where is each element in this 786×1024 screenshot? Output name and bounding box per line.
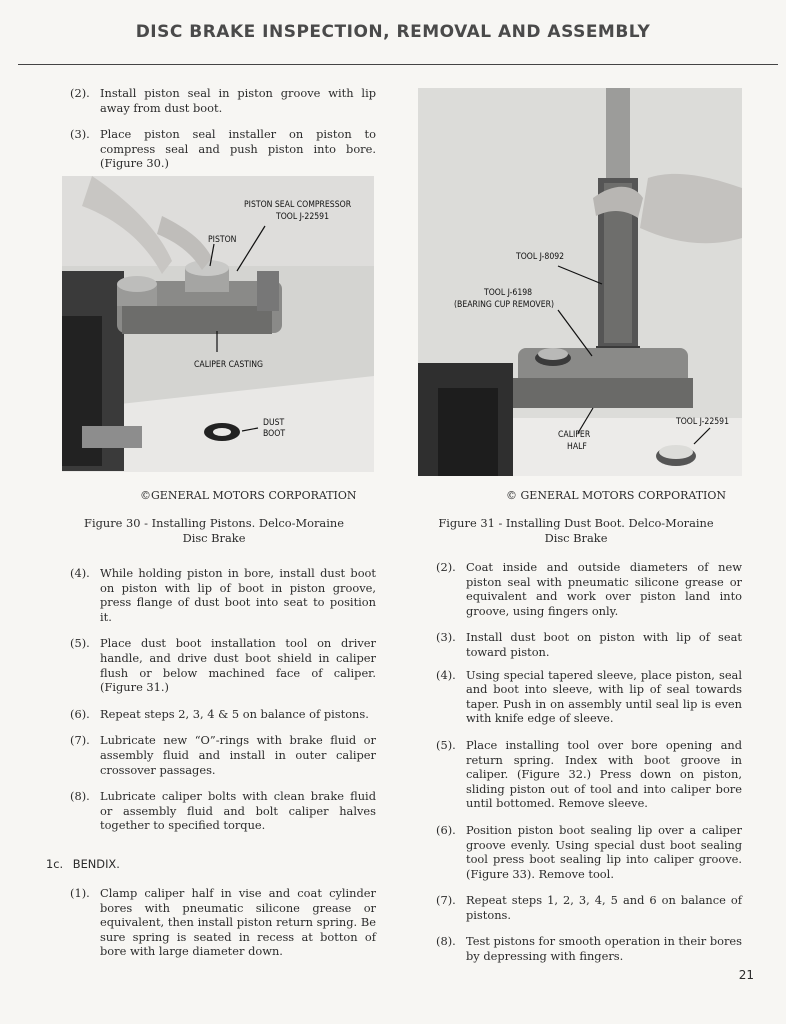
label-compressor-tool: TOOL J-22591 — [276, 212, 330, 222]
step-item — [70, 789, 376, 833]
step-number: (4). — [436, 667, 456, 682]
step-text: While holding piston in bore, install dust boot on piston with lip of boot in piston groove, press flange of dust boot into seat to position it. — [100, 566, 376, 624]
step-text: Clamp caliper half in vise and coat cylinder bores with pneumatic silicone grease or equivalent, then install piston return spring. Be sure spring is seated in recess at botton of bore with large diameter down. — [100, 886, 376, 959]
label-piston: PISTON — [208, 235, 237, 245]
label-half: HALF — [567, 442, 587, 452]
step-text: Test pistons for smooth operation in their bores by depressing with fingers. — [466, 934, 742, 964]
step-item — [436, 934, 742, 963]
step-number: (3). — [436, 630, 456, 645]
step-text: Place dust boot installation tool on driver handle, and drive dust boot shield in caliper flush or below machined face of caliper. (Figure 31.) — [100, 636, 376, 695]
figure-30-caption — [52, 516, 376, 545]
step-item — [436, 630, 742, 659]
page-number: 21 — [738, 968, 754, 982]
step-number: (3). — [70, 127, 90, 142]
figure-31-caption — [414, 516, 738, 545]
step-number: (4). — [70, 566, 90, 580]
figure-31-credit: © GENERAL MOTORS CORPORATION — [506, 489, 727, 502]
step-number: (1). — [70, 886, 90, 900]
step-item — [436, 668, 742, 726]
step-number: (8). — [70, 789, 90, 804]
step-text: Coat inside and outside diameters of new piston seal with pneumatic silicone grease or equivalent and work over piston land into groove, using fingers only. — [466, 560, 742, 618]
label-seal-compressor: PISTON SEAL COMPRESSOR — [244, 200, 352, 210]
step-text: Lubricate new “O”-rings with brake fluid or assembly fluid and install in outer caliper crossover passages. — [100, 733, 376, 777]
step-text: Lubricate caliper bolts with clean brake fluid or assembly fluid and bolt caliper halves together to specified torque. — [100, 789, 376, 833]
left-top-steps — [70, 86, 376, 171]
label-tool-6198: TOOL J-6198 — [484, 288, 533, 298]
bendix-steps — [70, 886, 376, 959]
label-boot: BOOT — [263, 429, 286, 439]
step-text: Using special tapered sleeve, place piston, seal and boot into sleeve, with lip of seal towards taper. Push in on assembly until seal lip is even with knife edge of sleeve. — [466, 667, 742, 726]
step-number: (6). — [436, 822, 456, 837]
label-tool-8092: TOOL J-8092 — [516, 252, 565, 262]
step-text: Install piston seal in piston groove with lip away from dust boot. — [100, 86, 376, 115]
section-heading — [46, 857, 120, 871]
step-number: (8). — [436, 934, 456, 949]
label-tool-22591: TOOL J-22591 — [676, 417, 730, 427]
label-dust: DUST — [263, 418, 285, 428]
step-text: Repeat steps 1, 2, 3, 4, 5 and 6 on balance of pistons. — [466, 893, 742, 922]
figure-30-credit: ©GENERAL MOTORS CORPORATION — [140, 489, 357, 502]
header-divider — [18, 64, 778, 65]
step-item — [70, 86, 376, 115]
step-item — [70, 566, 376, 624]
step-item — [70, 707, 376, 722]
step-text: Place piston seal installer on piston to compress seal and push piston into bore. (Figure 30.) — [100, 127, 376, 171]
step-item — [70, 886, 376, 959]
step-item — [70, 733, 376, 777]
label-caliper-casting: CALIPER CASTING — [194, 360, 264, 370]
step-text: Repeat steps 2, 3, 4 & 5 on balance of pistons. — [100, 706, 369, 721]
section-title: BENDIX. — [72, 857, 120, 871]
label-caliper: CALIPER — [558, 430, 591, 440]
figure-30-photo — [62, 176, 374, 472]
step-item — [436, 893, 742, 922]
step-number: (2). — [436, 560, 456, 574]
step-text: Position piston boot sealing lip over a caliper groove evenly. Using special dust boot sealing tool press boot sealing lip into caliper groove. (Figure 33). Remove tool. — [466, 822, 742, 881]
section-number: 1c. — [46, 857, 64, 871]
step-number: (7). — [436, 893, 456, 908]
figure-31-photo — [418, 88, 742, 476]
step-number: (2). — [70, 86, 90, 100]
caption-line: Disc Brake — [544, 530, 608, 545]
step-item — [436, 823, 742, 881]
step-item — [436, 738, 742, 811]
right-steps — [436, 560, 742, 964]
step-number: (5). — [70, 636, 90, 651]
caption-line: Figure 31 - Installing Dust Boot. Delco-Moraine — [438, 516, 714, 530]
label-bearing-cup-remover: (BEARING CUP REMOVER) — [454, 300, 554, 310]
caption-line: Figure 30 - Installing Pistons. Delco-Moraine — [84, 516, 344, 530]
step-item — [436, 560, 742, 618]
left-bottom-steps — [70, 566, 376, 833]
step-number: (6). — [70, 706, 90, 721]
step-number: (5). — [436, 737, 456, 752]
step-text: Install dust boot on piston with lip of seat toward piston. — [466, 630, 742, 659]
step-item — [70, 127, 376, 171]
caption-line: Disc Brake — [182, 530, 246, 545]
page-title: DISC BRAKE INSPECTION, REMOVAL AND ASSEMBLY — [135, 22, 651, 42]
step-text: Place installing tool over bore opening and return spring. Index with boot groove in caliper. (Figure 32.) Press down on piston, sliding piston out of tool and into caliper bore until bottomed. Remove sleeve. — [466, 737, 742, 811]
step-item — [70, 636, 376, 694]
step-number: (7). — [70, 733, 90, 748]
